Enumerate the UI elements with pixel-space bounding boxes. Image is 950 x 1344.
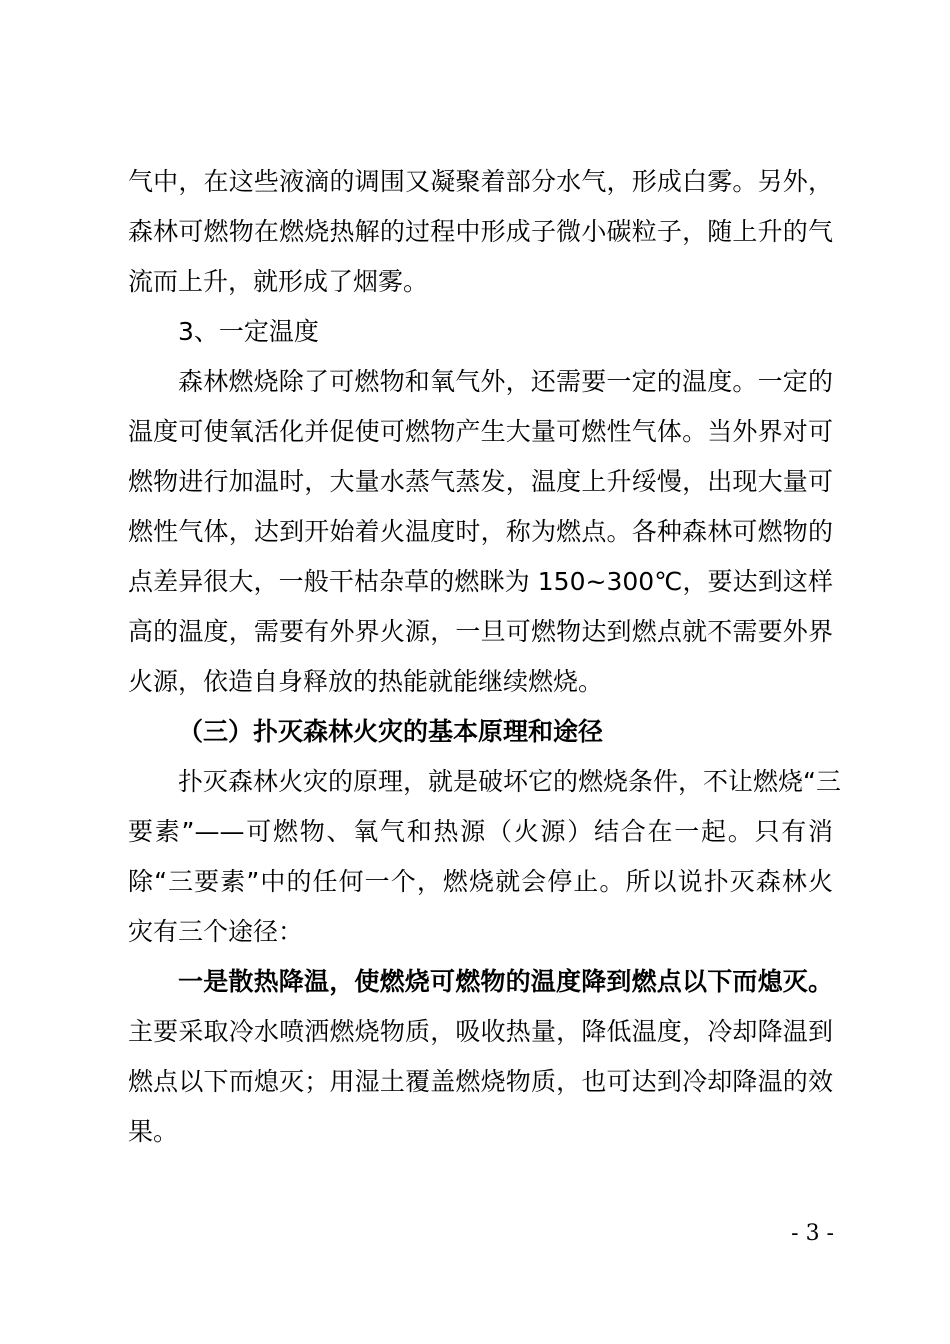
paragraph-line: 流而上升，就形成了烟雾。 — [128, 267, 429, 296]
paragraph-line: 森林燃烧除了可燃物和氧气外，还需要一定的温度。一定的 — [178, 367, 833, 396]
paragraph-line: 果。 — [128, 1117, 179, 1146]
paragraph-line: 主要采取冷水喷洒燃烧物质，吸收热量，降低温度，冷却降温到 — [128, 1017, 833, 1046]
paragraph-line: 灾有三个途径： — [128, 917, 304, 946]
bold-lead-sentence: 一是散热降温，使燃烧可燃物的温度降到燃点以下而熄灭。 — [178, 967, 833, 996]
paragraph-line: 燃点以下而熄灭；用湿土覆盖燃烧物质，也可达到冷却降温的效 — [128, 1067, 833, 1096]
page-number: - 3 - — [791, 1221, 834, 1246]
paragraph-line: 要素”——可燃物、氧气和热源（火源）结合在一起。只有消 — [128, 817, 833, 846]
paragraph-line: 点差异很大，一般干枯杂草的燃眯为 150~300℃，要达到这样 — [128, 567, 833, 596]
paragraph-line: 森林可燃物在燃烧热解的过程中形成子微小碳粒子，随上升的气 — [128, 217, 833, 246]
paragraph-line: 除“三要素”中的任何一个，燃烧就会停止。所以说扑灭森林火 — [128, 867, 833, 896]
paragraph-line: 燃物进行加温时，大量水蒸气蒸发，温度上升绥慢，出现大量可 — [128, 467, 833, 496]
paragraph-line: 扑灭森林火灾的原理，就是破坏它的燃烧条件，不让燃烧“三 — [178, 767, 841, 796]
paragraph-line: 高的温度，需要有外界火源，一旦可燃物达到燃点就不需要外界 — [128, 617, 833, 646]
section-heading: （三）扑灭森林火灾的基本原理和途径 — [178, 717, 604, 746]
paragraph-line: 气中，在这些液滴的调围又凝聚着部分水气，形成白雾。另外， — [128, 167, 833, 196]
paragraph-line: 火源，依造自身释放的热能就能继续燃烧。 — [128, 667, 604, 696]
paragraph-line: 温度可使氧活化并促使可燃物产生大量可燃性气体。当外界对可 — [128, 417, 833, 446]
paragraph-line: 燃性气体，达到开始着火温度时，称为燃点。各种森林可燃物的 — [128, 517, 833, 546]
section-heading: 3、一定温度 — [178, 317, 319, 346]
